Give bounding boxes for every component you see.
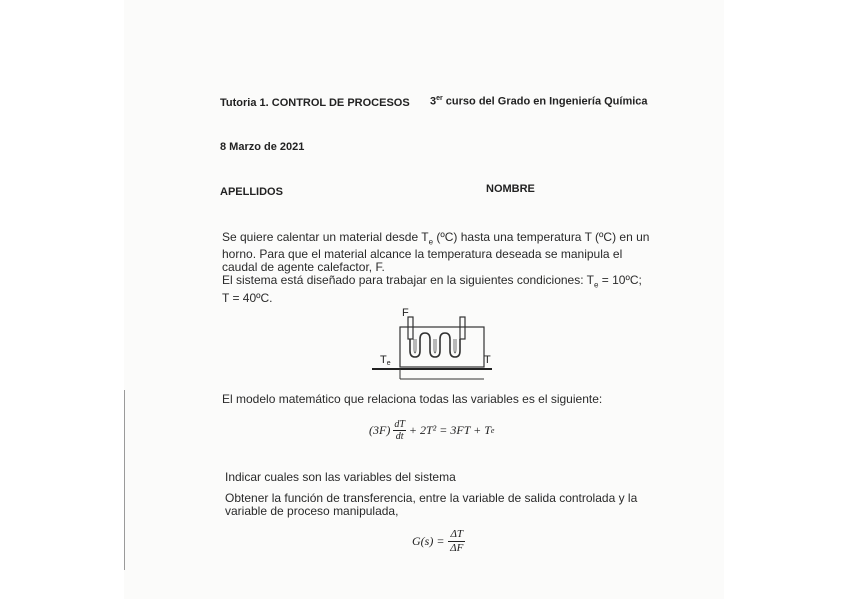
intro-line-3: caudal de agente calefactor, F. — [222, 260, 385, 275]
outlet-pipe — [460, 317, 465, 339]
inlet-pipe — [408, 317, 413, 339]
model-statement: El modelo matemático que relaciona todas las variables es el siguiente: — [222, 392, 603, 406]
intro-paragraph — [222, 231, 652, 305]
transfer-function: G(s) = $\frac{\Delta T}{\Delta F}$ — [412, 528, 464, 554]
flow-label-F: F — [402, 307, 409, 319]
derivative-fraction: dT dt — [394, 419, 405, 442]
model-equation: (3F) dT dt + 2T² = 3FT + T e — [369, 419, 495, 442]
inlet-temp-label: Te — [380, 354, 391, 367]
apellidos-label: APELLIDOS — [220, 186, 283, 198]
page-edge-shadow — [124, 390, 125, 570]
oven-diagram — [370, 303, 500, 383]
nombre-label: NOMBRE — [486, 183, 535, 195]
outlet-temp-label: T — [484, 354, 491, 366]
transfer-fraction: $\frac{\Delta T}{\Delta F}$ — [450, 528, 464, 554]
document-title: Tutoria 1. CONTROL DE PROCESOS — [220, 97, 410, 109]
intro-line-5: T = 40ºC. — [222, 290, 273, 305]
question-2 — [225, 492, 655, 518]
document-date: 8 Marzo de 2021 — [220, 141, 305, 153]
intro-line-2: horno. Para que el material alcance la temperatura deseada se manipula el — [222, 247, 623, 262]
question-1: Indicar cuales son las variables del sistema — [225, 470, 456, 484]
course-label: 3er curso del Grado en Ingeniería Química — [430, 95, 648, 108]
question-2-line-2: variable de proceso manipulada, — [225, 504, 399, 518]
question-2-line-1: Obtener la función de transferencia, entre la variable de salida controlada y la — [225, 491, 638, 505]
intro-line-1: Se quiere calentar un material desde $T_e$ (ºC) hasta una temperatura T (ºC) en un — [222, 230, 650, 247]
intro-line-4: El sistema está diseñado para trabajar en la siguientes condiciones: $T_e$ = 10ºC; — [222, 273, 642, 290]
